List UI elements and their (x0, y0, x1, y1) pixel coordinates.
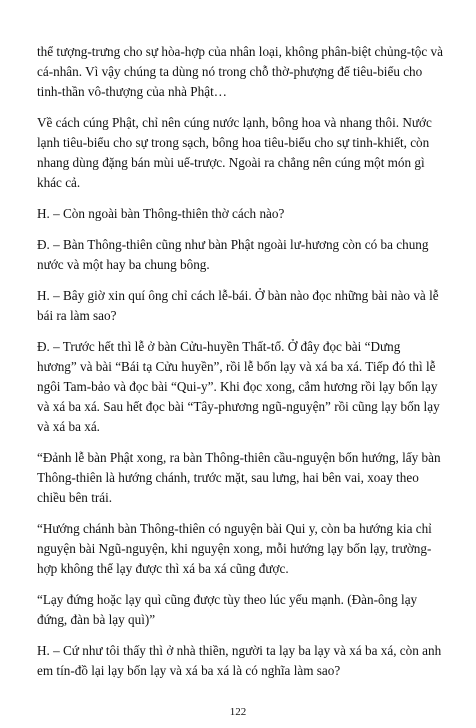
paragraph: “Đảnh lễ bàn Phật xong, ra bàn Thông-thiên cầu-nguyện bốn hướng, lấy bàn Thông-thiên là hướng chánh, trước mặt, sau lưng, hai bên vai, xoay theo chiều bên trái. (37, 450, 441, 505)
page-number: 122 (229, 706, 247, 718)
paragraph: Về cách cúng Phật, chỉ nên cúng nước lạnh, bông hoa và nhang thôi. Nước lạnh tiêu-biểu cho sự trong sạch, bông hoa tiêu-biểu cho sự tinh-khiết, còn nhang dùng đặng bán mùi uế-trược. Ngoài ra chẳng nên cúng một món gì khác cả. (37, 115, 432, 190)
page-body (37, 42, 443, 692)
paragraph: H. – Bây giờ xin quí ông chỉ cách lễ-bái. Ở bàn nào đọc những bài nào và lễ bái ra làm sao? (37, 288, 439, 323)
paragraph: H. – Cứ như tôi thấy thì ở nhà thiền, người ta lạy ba lạy và xá ba xá, còn anh em tín-đồ lại lạy bốn lạy và xá ba xá là có nghĩa làm sao? (37, 643, 442, 678)
paragraph: thể tượng-trưng cho sự hòa-hợp của nhân loại, không phân-biệt chủng-tộc và cá-nhân. Vì vậy chúng ta dùng nó trong chỗ thờ-phượng để tiêu-biểu cho tinh-thần vô-thượng của nhà Phật… (37, 44, 443, 99)
paragraph: “Hướng chánh bàn Thông-thiên có nguyện bài Qui y, còn ba hướng kia chỉ nguyện bài Ngũ-nguyện, khi nguyện xong, mỗi hướng lạy bốn lạy, trường-hợp không thể lạy được thì xá ba xá cũng được. (37, 521, 432, 576)
paragraph: “Lạy đứng hoặc lạy quì cũng được tùy theo lúc yếu mạnh. (Đàn-ông lạy đứng, đàn bà lạy quì)” (37, 592, 418, 627)
paragraph: Đ. – Bàn Thông-thiên cũng như bàn Phật ngoài lư-hương còn có ba chung nước và một hay ba chung bông. (37, 237, 429, 272)
paragraph: H. – Còn ngoài bàn Thông-thiên thờ cách nào? (37, 206, 285, 221)
paragraph: Đ. – Trước hết thì lễ ở bàn Cửu-huyền Thất-tổ. Ở đây đọc bài “Dưng hương” và bài “Bái tạ Cửu huyền”, rồi lễ bốn lạy và xá ba xá. Tiếp đó thì lễ ngôi Tam-bảo và đọc bài “Qui-y”. Khi đọc xong, cắm hương rồi lạy bốn lạy và xá ba xá. Sau hết đọc bài “Tây-phương ngũ-nguyện” rồi cũng lạy bốn lạy và xá ba xá. (37, 339, 440, 434)
